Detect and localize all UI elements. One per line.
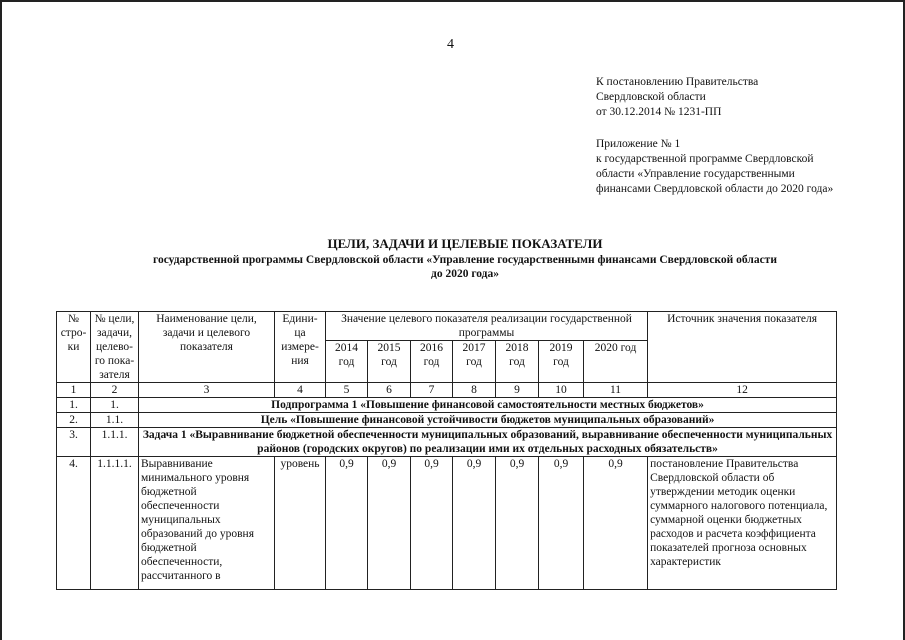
table-header-row xyxy=(57,312,837,341)
column-index: 8 xyxy=(453,383,496,398)
header-year: 2014 год xyxy=(326,341,368,383)
document-title: ЦЕЛИ, ЗАДАЧИ И ЦЕЛЕВЫЕ ПОКАЗАТЕЛИ xyxy=(327,236,603,251)
table-row-indicator xyxy=(57,457,837,590)
value-2015: 0,9 xyxy=(368,457,411,590)
value-2020: 0,9 xyxy=(584,457,648,590)
header-goal-number: № цели, задачи, целево-го пока-зателя xyxy=(91,312,139,383)
page-number: 4 xyxy=(447,37,454,52)
header-year: 2018 год xyxy=(496,341,539,383)
row-code: 1. xyxy=(91,398,139,413)
column-index: 7 xyxy=(411,383,453,398)
row-number: 2. xyxy=(57,413,91,428)
header-source: Источник значения показателя xyxy=(648,312,837,383)
column-index: 6 xyxy=(368,383,411,398)
indicator-name: Выравнивание минимального уровня бюджетной обеспеченности муниципальных образований до уровня бюджетной обеспеченности, рассчитанного в xyxy=(139,457,275,590)
row-number: 4. xyxy=(57,457,91,590)
goal-title: Цель «Повышение финансовой устойчивости бюджетов муниципальных образований» xyxy=(139,413,837,428)
header-row-number: № стро-ки xyxy=(57,312,91,383)
column-index: 4 xyxy=(275,383,326,398)
value-2018: 0,9 xyxy=(496,457,539,590)
decree-reference: К постановлению Правительства Свердловской области от 30.12.2014 № 1231-ПП xyxy=(596,76,759,118)
header-value-group: Значение целевого показателя реализации государственной программы xyxy=(326,312,648,341)
subprogram-title: Подпрограмма 1 «Повышение финансовой самостоятельности местных бюджетов» xyxy=(139,398,837,413)
row-code: 1.1.1. xyxy=(91,428,139,457)
column-index: 10 xyxy=(539,383,584,398)
header-year: 2019 год xyxy=(539,341,584,383)
value-2016: 0,9 xyxy=(411,457,453,590)
column-index: 11 xyxy=(584,383,648,398)
header-year: 2015 год xyxy=(368,341,411,383)
column-index: 5 xyxy=(326,383,368,398)
value-2019: 0,9 xyxy=(539,457,584,590)
targets-table xyxy=(56,311,837,590)
header-year: 2017 год xyxy=(453,341,496,383)
header-unit: Едини-ца измере-ния xyxy=(275,312,326,383)
column-index: 3 xyxy=(139,383,275,398)
column-index-row xyxy=(57,383,837,398)
header-year: 2016 год xyxy=(411,341,453,383)
header-indicator-name: Наименование цели, задачи и целевого показателя xyxy=(139,312,275,383)
table-row-subprogram xyxy=(57,398,837,413)
row-code: 1.1. xyxy=(91,413,139,428)
column-index: 9 xyxy=(496,383,539,398)
header-year: 2020 год xyxy=(584,341,648,383)
column-index: 1 xyxy=(57,383,91,398)
indicator-source: постановление Правительства Свердловской области об утверждении методик оценки суммарного налогового потенциала, суммарной оценки бюджетных расходов и расчета коэффициента показателей прогноза основных характеристик xyxy=(648,457,837,590)
appendix-reference: Приложение № 1 к государственной программе Свердловской области «Управление государственными финансами Свердловской области до 2020 года» xyxy=(596,138,834,195)
scan-border-left xyxy=(0,0,2,640)
scan-border-top xyxy=(0,0,905,2)
column-index: 12 xyxy=(648,383,837,398)
table-row-task xyxy=(57,428,837,457)
column-index: 2 xyxy=(91,383,139,398)
row-number: 1. xyxy=(57,398,91,413)
task-title: Задача 1 «Выравнивание бюджетной обеспеченности муниципальных образований, выравнивание обеспеченности муниципальных районов (городских округов) по реализации ими их отдельных расходных обязательств» xyxy=(139,428,837,457)
row-number: 3. xyxy=(57,428,91,457)
value-2017: 0,9 xyxy=(453,457,496,590)
value-2014: 0,9 xyxy=(326,457,368,590)
document-subtitle: государственной программы Свердловской области «Управление государственнымн финансами Свердловской области до 2020 года» xyxy=(153,254,777,280)
row-code: 1.1.1.1. xyxy=(91,457,139,590)
indicator-unit: уровень xyxy=(275,457,326,590)
table-row-goal xyxy=(57,413,837,428)
